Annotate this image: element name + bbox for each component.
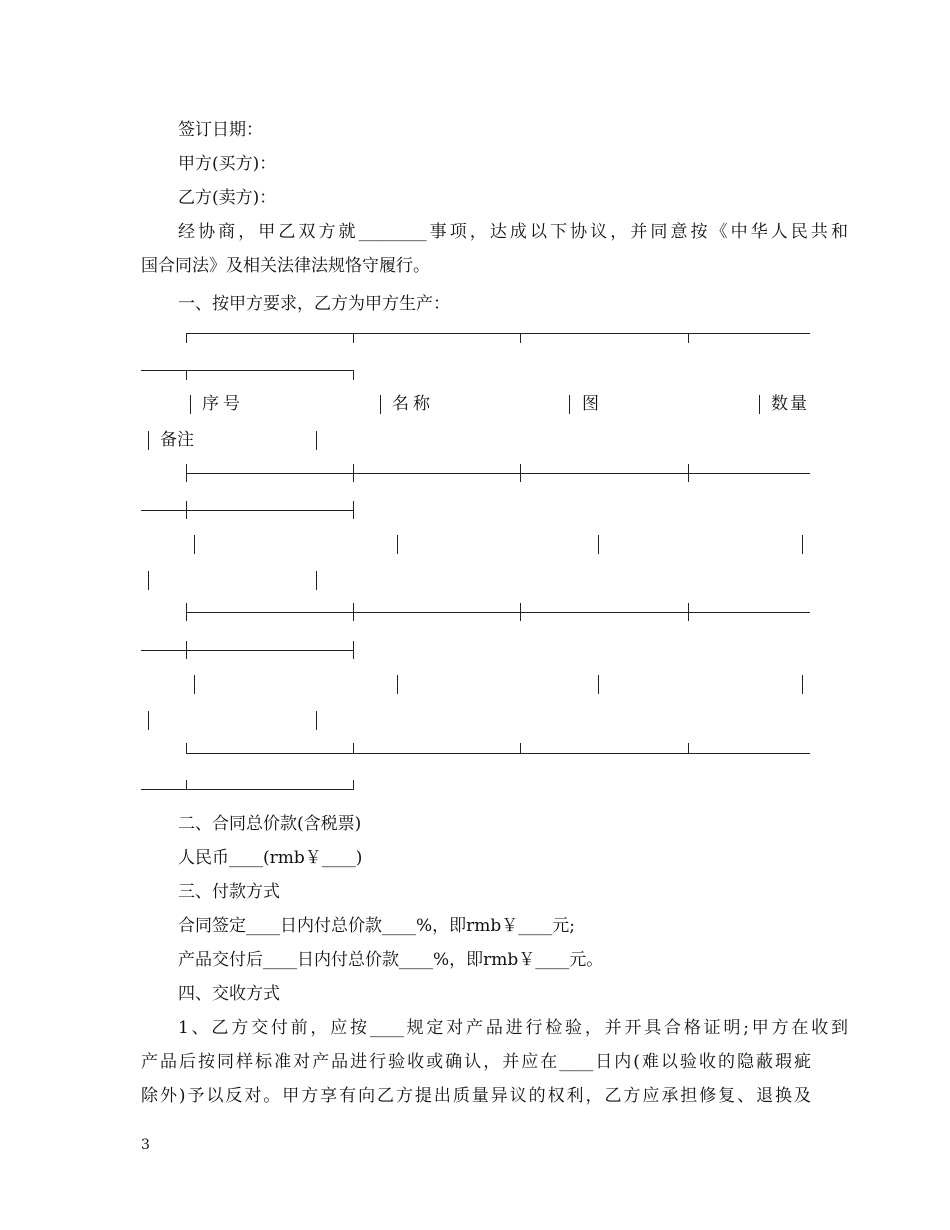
table-rule (141, 370, 353, 371)
table-bar (598, 675, 599, 694)
table-bar (598, 535, 599, 554)
page-number: 3 (141, 1137, 150, 1153)
section-4-title: 四、交收方式 (178, 984, 280, 1004)
header-drawing: 图 (582, 394, 599, 414)
table-rule (186, 753, 810, 754)
table-tick (353, 501, 354, 519)
payment-line-1: 合同签定____日内付总价款____%，即rmb￥____元; (178, 916, 576, 936)
table-tick (353, 370, 354, 380)
header-seq: 序号 (202, 394, 244, 414)
table-tick (353, 333, 354, 343)
table-tick (186, 603, 187, 621)
table-tick (520, 743, 521, 753)
section-2-title: 二、合同总价款(含税票) (178, 814, 362, 834)
table-rule (141, 510, 353, 511)
intro-line-1: 经协商，甲乙双方就________事项，达成以下协议，并同意按《中华人民共和 (178, 222, 848, 242)
party-b-label: 乙方(卖方)： (178, 188, 277, 208)
table-bar (759, 395, 760, 414)
table-tick (353, 641, 354, 659)
table-tick (186, 780, 187, 790)
table-tick (353, 780, 354, 790)
table-bar (316, 431, 317, 450)
table-bar (316, 571, 317, 590)
table-tick (186, 464, 187, 482)
delivery-line-1: 1、乙方交付前，应按____规定对产品进行检验，并开具合格证明;甲方在收到 (178, 1018, 848, 1038)
table-bar (569, 395, 570, 414)
table-tick (353, 603, 354, 621)
header-qty: 数量 (771, 394, 809, 414)
intro-line-2: 国合同法》及相关法律法规恪守履行。 (141, 256, 430, 276)
table-bar (380, 395, 381, 414)
table-tick (186, 333, 187, 343)
table-tick (520, 603, 521, 621)
table-tick (688, 743, 689, 753)
table-rule (186, 473, 810, 474)
header-name: 名称 (392, 394, 434, 414)
table-bar (802, 675, 803, 694)
header-note: 备注 (160, 430, 194, 450)
table-tick (186, 743, 187, 753)
table-bar (316, 711, 317, 730)
payment-line-2: 产品交付后____日内付总价款____%，即rmb￥____元。 (178, 950, 604, 970)
table-tick (186, 370, 187, 380)
table-rule (141, 650, 353, 651)
table-bar (148, 571, 149, 590)
table-tick (688, 464, 689, 482)
table-bar (190, 395, 191, 414)
sign-date-label: 签订日期： (178, 120, 263, 140)
table-rule (141, 789, 353, 790)
table-tick (186, 501, 187, 519)
table-bar (194, 675, 195, 694)
table-bar (802, 535, 803, 554)
table-rule (186, 612, 810, 613)
section-3-title: 三、付款方式 (178, 882, 280, 902)
table-bar (148, 711, 149, 730)
delivery-line-2: 产品后按同样标准对产品进行验收或确认，并应在____日内(难以验收的隐蔽瑕疵 (141, 1052, 811, 1072)
table-bar (397, 535, 398, 554)
delivery-line-3: 除外)予以反对。甲方享有向乙方提出质量异议的权利，乙方应承担修复、退换及 (141, 1086, 811, 1106)
table-bar (194, 535, 195, 554)
table-rule (186, 333, 810, 334)
section-1-title: 一、按甲方要求，乙方为甲方生产： (178, 294, 450, 314)
table-bar (397, 675, 398, 694)
party-a-label: 甲方(买方)： (178, 154, 277, 174)
table-tick (186, 641, 187, 659)
table-tick (688, 333, 689, 343)
table-bar (148, 431, 149, 450)
table-tick (520, 464, 521, 482)
table-tick (520, 333, 521, 343)
section-2-amount: 人民币____(rmb￥____) (178, 848, 363, 868)
table-tick (353, 464, 354, 482)
table-tick (353, 743, 354, 753)
table-tick (688, 603, 689, 621)
